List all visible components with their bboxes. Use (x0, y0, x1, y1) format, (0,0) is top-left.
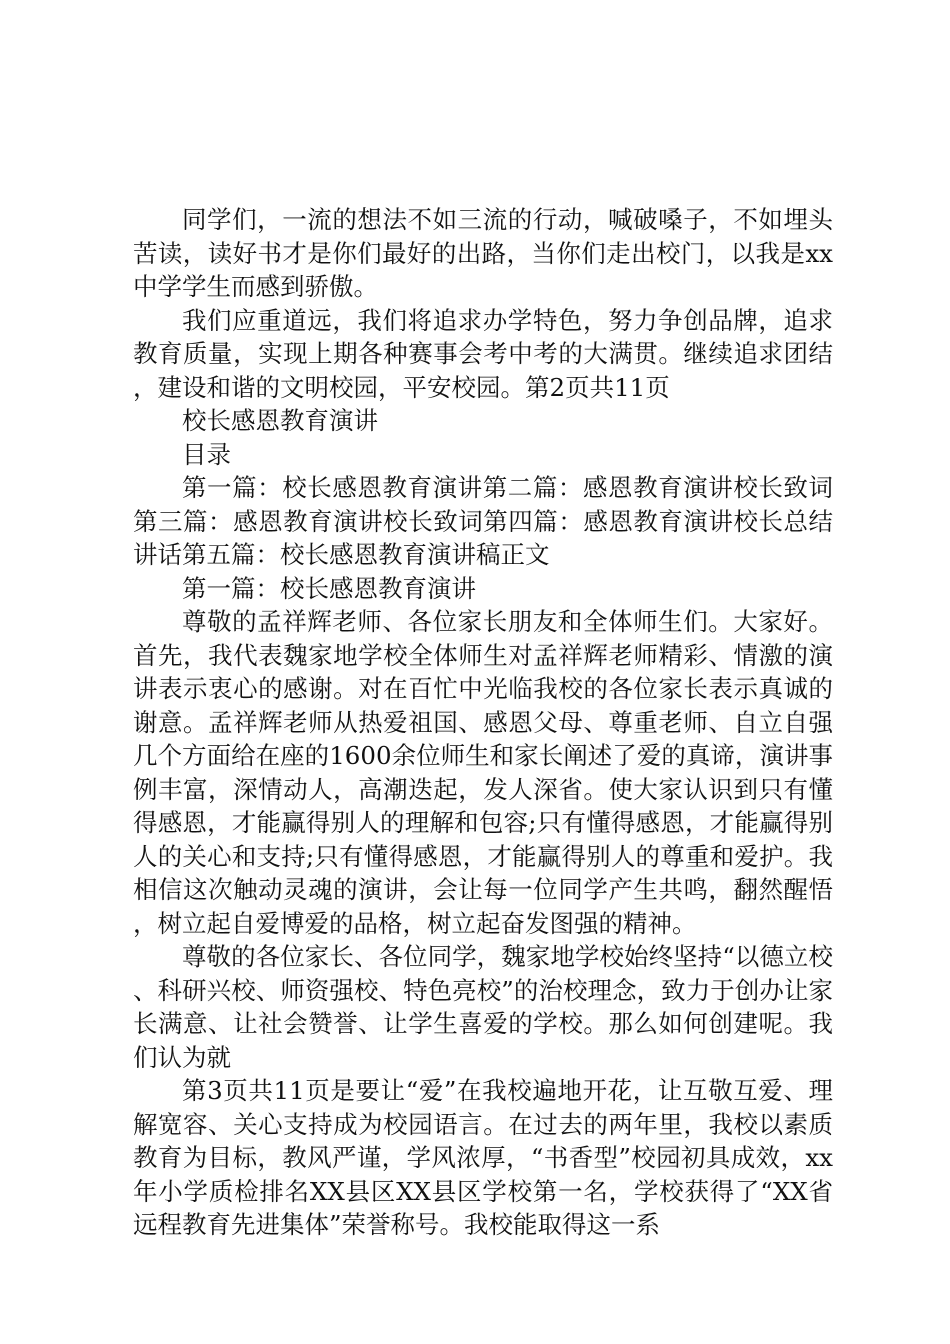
paragraph-school-philosophy: 尊敬的各位家长、各位同学，魏家地学校始终坚持“以德立校、科研兴校、师资强校、特色亮校”的治校理念，致力于创办让家长满意、让社会赞誉、让学生喜爱的学校。那么如何创建呢。我们认为就 (133, 942, 833, 1072)
paragraph-study-hard: 同学们，一流的想法不如三流的行动，喊破嗓子，不如埋头苦读，读好书才是你们最好的出路，当你们走出校门，以我是xx中学学生而感到骄傲。 (133, 205, 833, 301)
document-body (133, 203, 833, 1242)
toc-entries: 第一篇：校长感恩教育演讲第二篇：感恩教育演讲校长致词第三篇：感恩教育演讲校长致词第四篇：感恩教育演讲校长总结讲话第五篇：校长感恩教育演讲稿正文 (133, 473, 833, 569)
section-heading-first: 第一篇：校长感恩教育演讲 (182, 573, 476, 603)
paragraph-greeting-thanks: 尊敬的孟祥辉老师、各位家长朋友和全体师生们。大家好。首先，我代表魏家地学校全体师生对孟祥辉老师精彩、情激的演讲表示衷心的感谢。对在百忙中光临我校的各位家长表示真诚的谢意。孟祥辉老师从热爱祖国、感恩父母、尊重老师、自立自强几个方面给在座的1600余位师生和家长阐述了爱的真谛，演讲事例丰富，深情动人，高潮迭起，发人深省。使大家认识到只有懂得感恩，才能赢得别人的理解和包容;只有懂得感恩，才能赢得别人的关心和支持;只有懂得感恩，才能赢得别人的尊重和爱护。我相信这次触动灵魂的演讲，会让每一位同学产生共鸣，翻然醒悟，树立起自爱博爱的品格，树立起奋发图强的精神。 (133, 607, 833, 938)
paragraph-school-goals: 我们应重道远，我们将追求办学特色，努力争创品牌，追求教育质量，实现上期各种赛事会考中考的大满贯。继续追求团结，建设和谐的文明校园，平安校园。第2页共11页 (133, 305, 833, 402)
paragraph-achievements: 第3页共11页是要让“爱”在我校遍地开花，让互敬互爱、理解宽容、关心支持成为校园语言。在过去的两年里，我校以素质教育为目标，教风严谨，学风浓厚，“书香型”校园初具成效，xx年小学质检排名XX县区XX县区学校第一名，学校获得了“XX省远程教育先进集体”荣誉称号。我校能取得这一系 (133, 1076, 833, 1239)
document-title: 校长感恩教育演讲 (182, 406, 378, 435)
toc-heading: 目录 (182, 439, 231, 469)
